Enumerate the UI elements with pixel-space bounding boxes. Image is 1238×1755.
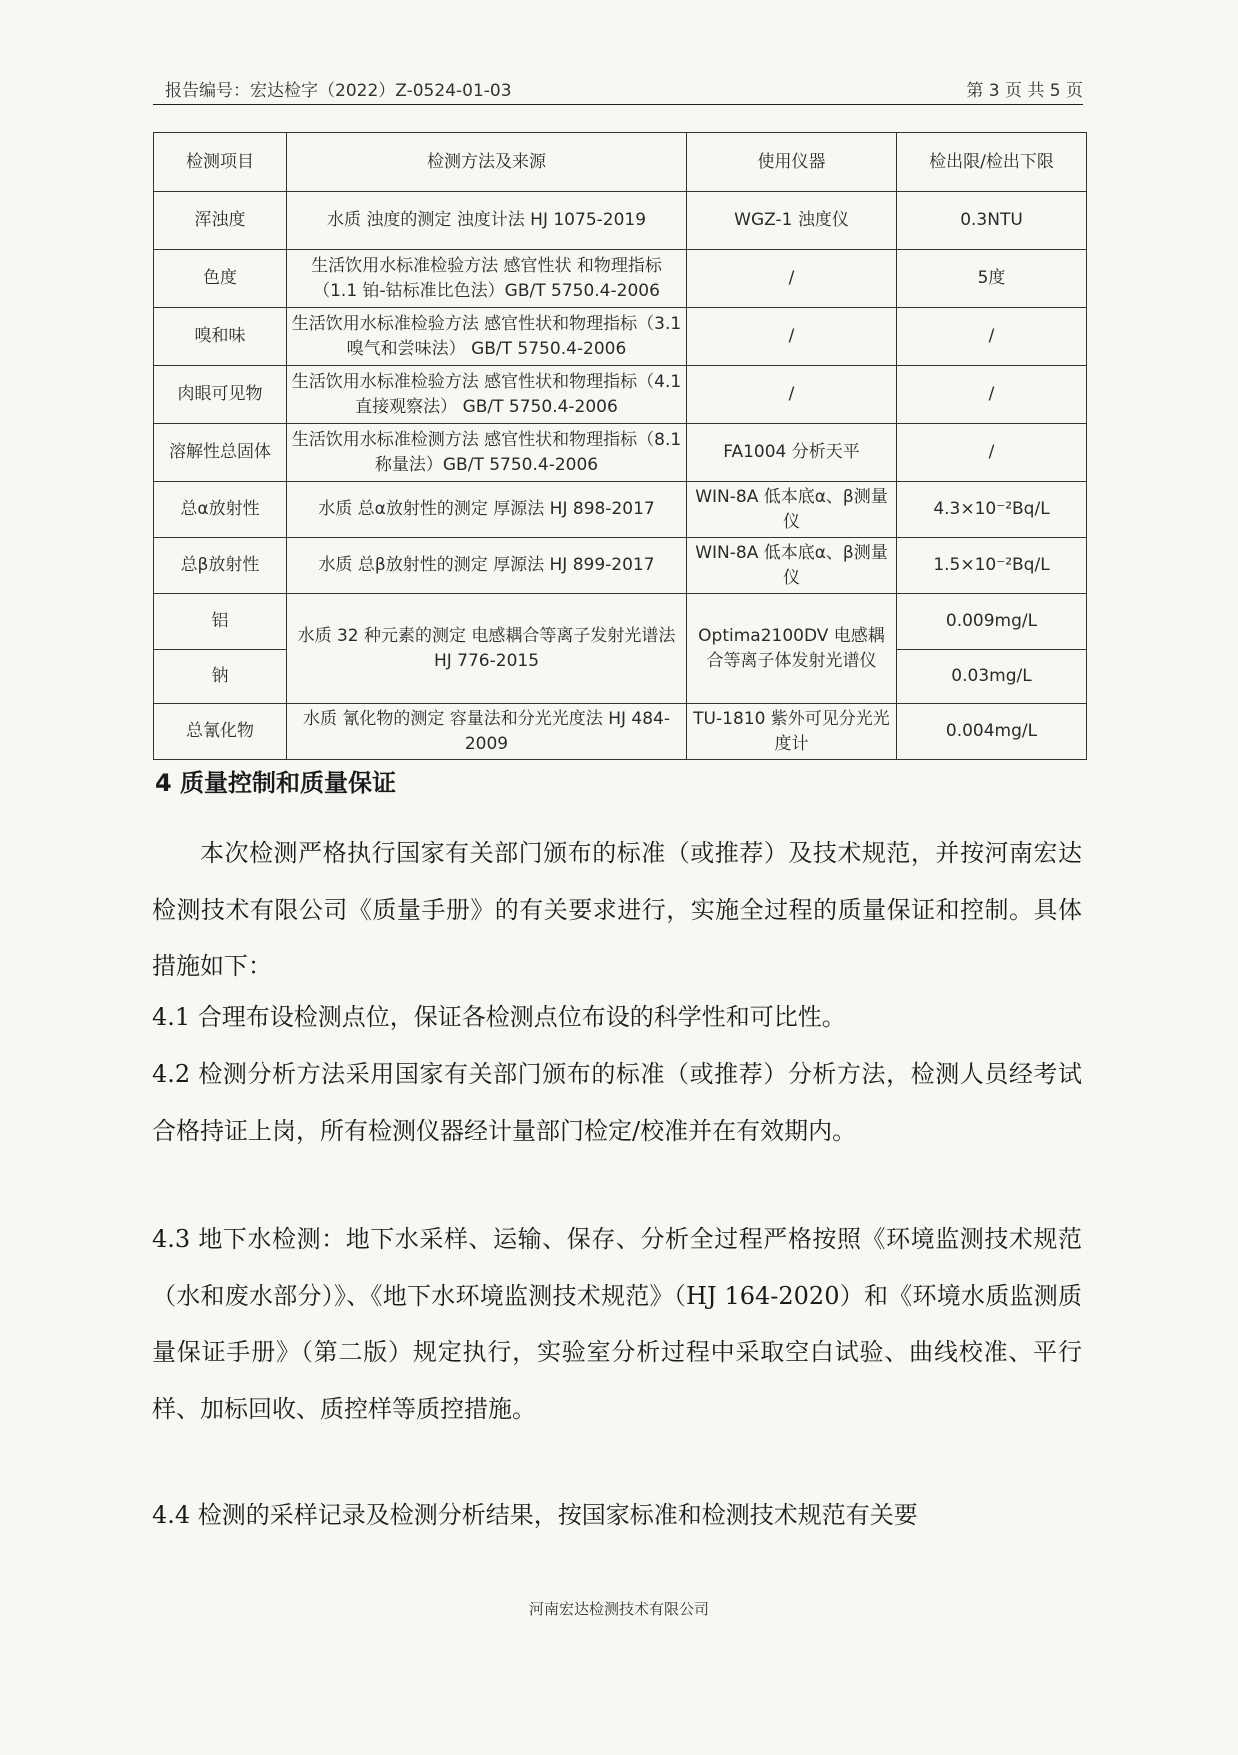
cell-limit: 0.03mg/L [897, 650, 1087, 704]
header-method: 检测方法及来源 [287, 133, 687, 192]
cell-item: 总β放射性 [154, 538, 287, 594]
cell-limit: 0.004mg/L [897, 704, 1087, 760]
page-footer: 河南宏达检测技术有限公司 [528, 1600, 709, 1618]
table-row [154, 308, 1087, 366]
cell-method: 水质 总α放射性的测定 厚源法 HJ 898-2017 [287, 482, 687, 538]
table-row [154, 482, 1087, 538]
cell-method: 水质 32 种元素的测定 电感耦合等离子发射光谱法 HJ 776-2015 [287, 594, 687, 704]
table-row [154, 538, 1087, 594]
table-row [154, 594, 1087, 650]
cell-item: 总氰化物 [154, 704, 287, 760]
cell-method: 生活饮用水标准检验方法 感官性状和物理指标（3.1 嗅气和尝味法） GB/T 5750.4-2006 [287, 308, 687, 366]
section-heading: 4 质量控制和质量保证 [155, 769, 397, 797]
cell-item: 嗅和味 [154, 308, 287, 366]
cell-item: 总α放射性 [154, 482, 287, 538]
table-row [154, 366, 1087, 424]
cell-instrument: WGZ-1 浊度仪 [687, 192, 897, 250]
paragraph: 4.4 检测的采样记录及检测分析结果，按国家标准和检测技术规范有关要 [152, 1501, 918, 1529]
header-limit: 检出限/检出下限 [897, 133, 1087, 192]
cell-limit: / [897, 366, 1087, 424]
cell-limit: / [897, 308, 1087, 366]
cell-instrument: FA1004 分析天平 [687, 424, 897, 482]
cell-instrument: / [687, 366, 897, 424]
cell-instrument: Optima2100DV 电感耦合等离子体发射光谱仪 [687, 594, 897, 704]
cell-item: 色度 [154, 250, 287, 308]
cell-method: 生活饮用水标准检验方法 感官性状 和物理指标（1.1 铂-钴标准比色法）GB/T 5750.4-2006 [287, 250, 687, 308]
cell-limit: 0.3NTU [897, 192, 1087, 250]
cell-method: 水质 浊度的测定 浊度计法 HJ 1075-2019 [287, 192, 687, 250]
cell-limit: 5度 [897, 250, 1087, 308]
cell-instrument: / [687, 250, 897, 308]
page-indicator: 第 3 页 共 5 页 [966, 81, 1083, 101]
table-header-row [154, 133, 1087, 192]
methods-table [153, 132, 1087, 760]
cell-instrument: TU-1810 紫外可见分光光度计 [687, 704, 897, 760]
cell-limit: 0.009mg/L [897, 594, 1087, 650]
paragraph: 4.2 检测分析方法采用国家有关部门颁布的标准（或推荐）分析方法，检测人员经考试合格持证上岗，所有检测仪器经计量部门检定/校准并在有效期内。 [152, 1060, 1082, 1145]
paragraph: 4.1 合理布设检测点位，保证各检测点位布设的科学性和可比性。 [152, 1003, 846, 1031]
page-header [153, 70, 1083, 105]
paragraph: 4.3 地下水检测：地下水采样、运输、保存、分析全过程严格按照《环境监测技术规范（水和废水部分）》、《地下水环境监测技术规范》（HJ 164-2020）和《环境水质监测质量保证手册》（第二版）规定执行，实验室分析过程中采取空白试验、曲线校准、平行样、加标回收、质控样等质控措施。 [152, 1225, 1082, 1423]
paragraph: 本次检测严格执行国家有关部门颁布的标准（或推荐）及技术规范，并按河南宏达检测技术有限公司《质量手册》的有关要求进行，实施全过程的质量保证和控制。具体措施如下： [152, 839, 1082, 980]
cell-item: 钠 [154, 650, 287, 704]
cell-method: 生活饮用水标准检测方法 感官性状和物理指标（8.1 称量法）GB/T 5750.4-2006 [287, 424, 687, 482]
table-row [154, 424, 1087, 482]
cell-method: 生活饮用水标准检验方法 感官性状和物理指标（4.1 直接观察法） GB/T 5750.4-2006 [287, 366, 687, 424]
cell-method: 水质 总β放射性的测定 厚源法 HJ 899-2017 [287, 538, 687, 594]
cell-instrument: / [687, 308, 897, 366]
report-number: 报告编号：宏达检字（2022）Z-0524-01-03 [165, 81, 512, 101]
cell-item: 肉眼可见物 [154, 366, 287, 424]
cell-limit: 4.3×10⁻²Bq/L [897, 482, 1087, 538]
cell-instrument: WIN-8A 低本底α、β测量仪 [687, 482, 897, 538]
cell-item: 铝 [154, 594, 287, 650]
table-row [154, 704, 1087, 760]
cell-instrument: WIN-8A 低本底α、β测量仪 [687, 538, 897, 594]
cell-limit: 1.5×10⁻²Bq/L [897, 538, 1087, 594]
header-item: 检测项目 [154, 133, 287, 192]
cell-item: 溶解性总固体 [154, 424, 287, 482]
cell-method: 水质 氰化物的测定 容量法和分光光度法 HJ 484-2009 [287, 704, 687, 760]
header-instrument: 使用仪器 [687, 133, 897, 192]
table-row [154, 192, 1087, 250]
cell-limit: / [897, 424, 1087, 482]
table-row [154, 250, 1087, 308]
cell-item: 浑浊度 [154, 192, 287, 250]
